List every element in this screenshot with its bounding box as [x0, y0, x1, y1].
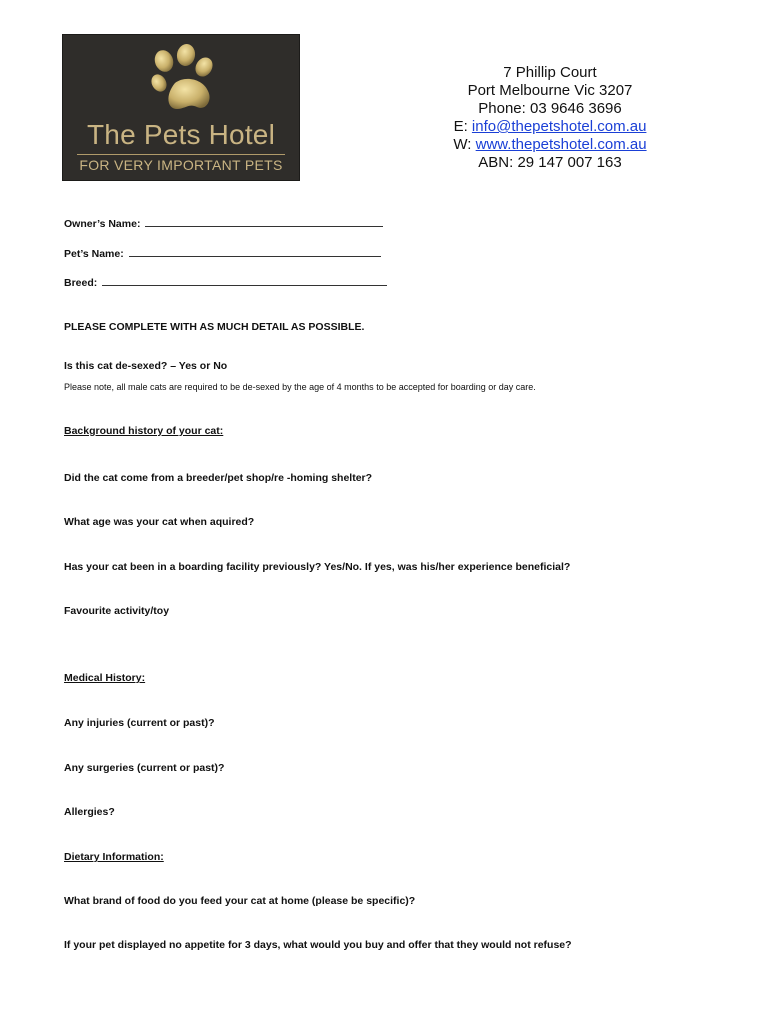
- logo-tagline: FOR VERY IMPORTANT PETS: [79, 157, 283, 173]
- injuries-question: Any injuries (current or past)?: [64, 717, 215, 729]
- paw-print-icon: [63, 35, 299, 125]
- origin-question: Did the cat come from a breeder/pet shop/re -homing shelter?: [64, 472, 373, 484]
- pet-name-field[interactable]: [129, 247, 381, 257]
- medical-heading: Medical History:: [64, 672, 146, 684]
- web-prefix: W:: [453, 136, 476, 153]
- email-line: [425, 118, 675, 136]
- desexed-note: Please note, all male cats are required to be de-sexed by the age of 4 months to be accepted for boarding or day care.: [64, 382, 536, 392]
- surgeries-question: Any surgeries (current or past)?: [64, 762, 225, 774]
- abn-number: ABN: 29 147 007 163: [478, 154, 622, 171]
- logo-divider: [77, 154, 285, 155]
- email-prefix: E:: [453, 118, 472, 135]
- logo-title: The Pets Hotel: [87, 119, 275, 150]
- email-link[interactable]: info@thepetshotel.com.au: [471, 118, 647, 135]
- contact-block: [425, 64, 675, 172]
- allergies-question: Allergies?: [64, 806, 115, 818]
- age-question: What age was your cat when aquired?: [64, 516, 255, 528]
- breed-row: [64, 276, 387, 289]
- suburb-address: Port Melbourne Vic 3207: [467, 82, 633, 99]
- background-heading: Background history of your cat:: [64, 425, 224, 437]
- phone-number: Phone: 03 9646 3696: [478, 100, 622, 117]
- pet-name-row: [64, 247, 381, 260]
- owner-name-label: Owner’s Name:: [64, 218, 141, 230]
- owner-name-row: [64, 217, 383, 230]
- website-link[interactable]: www.thepetshotel.com.au: [475, 136, 647, 153]
- instruction-text: PLEASE COMPLETE WITH AS MUCH DETAIL AS POSSIBLE.: [64, 321, 365, 333]
- pets-hotel-logo: [62, 34, 300, 181]
- owner-name-field[interactable]: [145, 217, 383, 227]
- street-address: 7 Phillip Court: [503, 64, 597, 81]
- food-question: What brand of food do you feed your cat at home (please be specific)?: [64, 895, 416, 907]
- desexed-question: Is this cat de-sexed? – Yes or No: [64, 360, 228, 372]
- breed-field[interactable]: [102, 276, 387, 286]
- breed-label: Breed:: [64, 277, 98, 289]
- boarding-question: Has your cat been in a boarding facility previously? Yes/No. If yes, was his/her experience beneficial?: [64, 561, 571, 573]
- activity-question: Favourite activity/toy: [64, 605, 170, 617]
- dietary-heading: Dietary Information:: [64, 851, 164, 863]
- web-line: [425, 136, 675, 154]
- appetite-question: If your pet displayed no appetite for 3 days, what would you buy and offer that they would not refuse?: [64, 939, 572, 951]
- pet-name-label: Pet’s Name:: [64, 248, 124, 260]
